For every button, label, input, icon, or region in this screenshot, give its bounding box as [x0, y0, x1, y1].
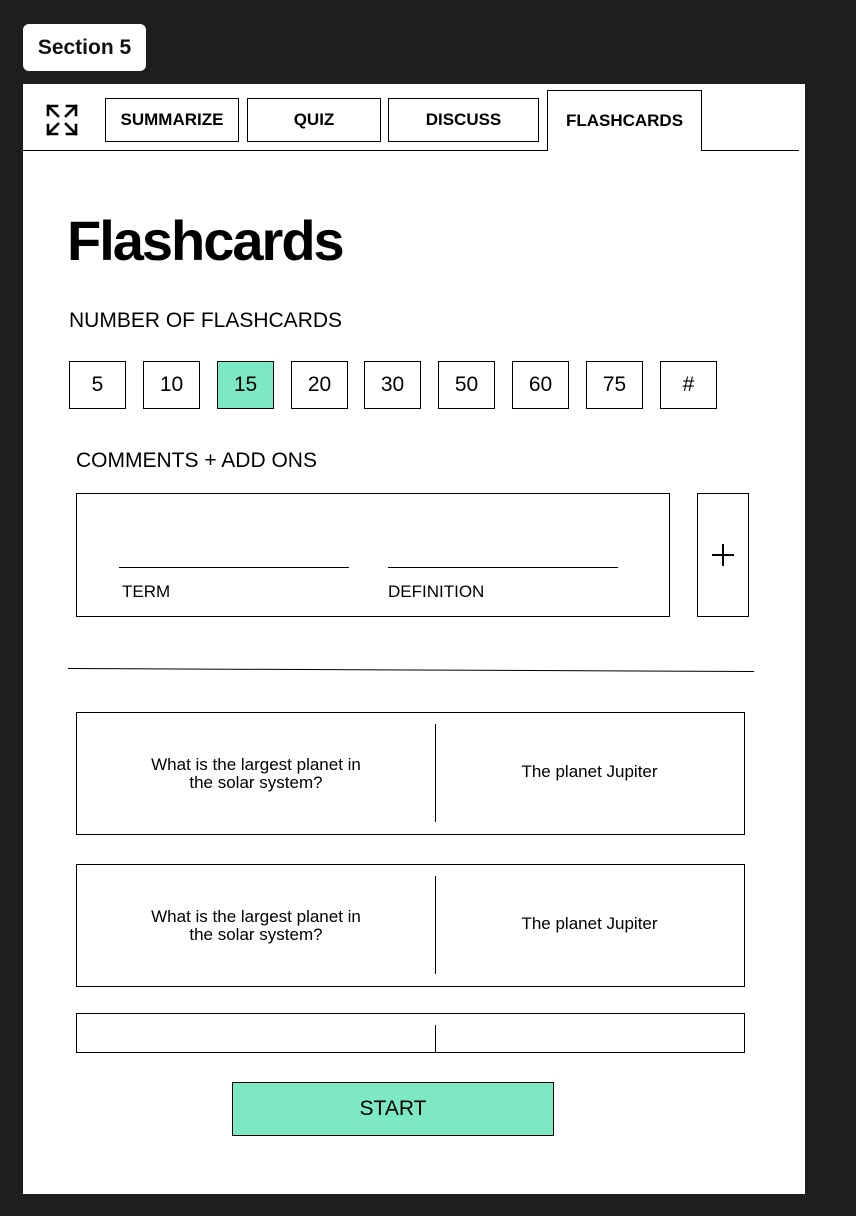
- flashcard-row[interactable]: [76, 1013, 745, 1053]
- term-input[interactable]: [119, 567, 349, 568]
- comments-addons-label: COMMENTS + ADD ONS: [76, 449, 317, 472]
- tab-quiz[interactable]: QUIZ: [247, 98, 381, 142]
- plus-icon: [711, 543, 735, 567]
- count-option-50[interactable]: 50: [438, 361, 495, 409]
- flashcard-term: What is the largest planet in the solar system?: [151, 754, 361, 792]
- divider: [68, 668, 754, 672]
- flashcard-definition: [447, 1014, 732, 1048]
- tab-flashcards[interactable]: FLASHCARDS: [547, 90, 702, 151]
- flashcard-count-label: NUMBER OF FLASHCARDS: [69, 309, 343, 332]
- definition-input[interactable]: [388, 567, 618, 568]
- tab-summarize[interactable]: SUMMARIZE: [105, 98, 239, 142]
- count-option-15[interactable]: 15: [217, 361, 274, 409]
- flashcard-row[interactable]: [76, 864, 745, 987]
- flashcard-row[interactable]: [76, 712, 745, 835]
- flashcards-panel: [23, 84, 805, 1194]
- flashcard-separator: [435, 724, 436, 822]
- count-option-30[interactable]: 30: [364, 361, 421, 409]
- add-card-button[interactable]: [697, 493, 749, 617]
- count-option-5[interactable]: 5: [69, 361, 126, 409]
- page-title: Flashcards: [67, 209, 343, 272]
- term-label: TERM: [122, 582, 171, 601]
- definition-label: DEFINITION: [388, 582, 485, 601]
- flashcard-term: [137, 1014, 375, 1052]
- count-option-10[interactable]: 10: [143, 361, 200, 409]
- count-option-20[interactable]: 20: [291, 361, 348, 409]
- section-label: Section 5: [23, 24, 146, 71]
- count-option-custom[interactable]: #: [660, 361, 717, 409]
- expand-arrows-icon: [45, 103, 79, 137]
- flashcard-separator: [435, 1025, 436, 1052]
- flashcard-term: What is the largest planet in the solar system?: [151, 906, 361, 944]
- expand-button[interactable]: [43, 101, 81, 139]
- new-card-form: [76, 493, 670, 617]
- tab-discuss[interactable]: DISCUSS: [388, 98, 539, 142]
- count-option-75[interactable]: 75: [586, 361, 643, 409]
- flashcard-separator: [435, 876, 436, 974]
- start-button[interactable]: START: [232, 1082, 554, 1136]
- flashcard-definition: The planet Jupiter: [521, 913, 658, 933]
- flashcard-definition: The planet Jupiter: [521, 761, 658, 781]
- count-option-60[interactable]: 60: [512, 361, 569, 409]
